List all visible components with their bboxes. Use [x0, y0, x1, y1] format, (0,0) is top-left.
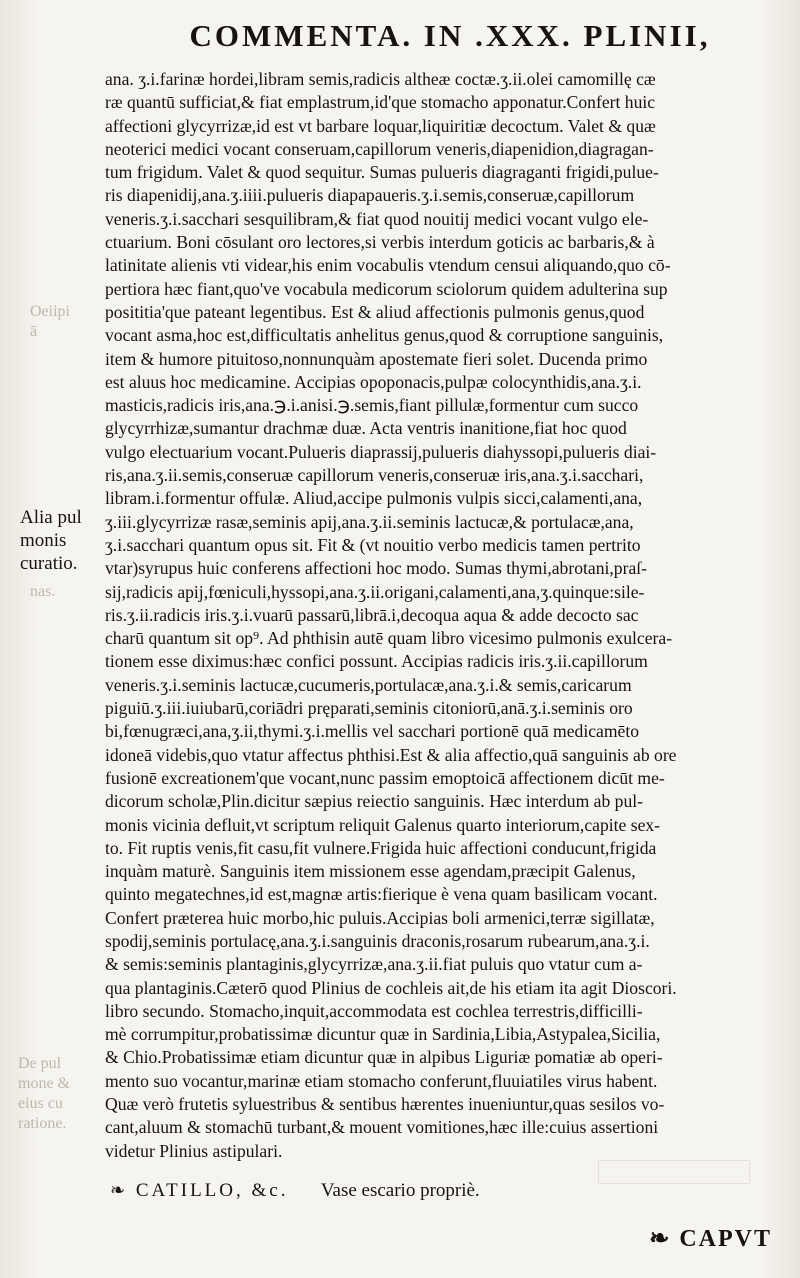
catchword-text: CAPVT: [679, 1226, 772, 1252]
text-line: veneris.ʒ.i.seminis lactucæ,cucumeris,portulacæ,ana.ʒ.i.& semis,caricarum: [105, 674, 632, 695]
margin-note-line: monis: [20, 530, 67, 551]
fleuron-icon: ❧: [110, 1180, 126, 1200]
text-line: latinitate alienis vti videar,his enim vocabulis vtendum censui aliquando,quo cō-: [105, 255, 671, 276]
bleed-through-margin: De pul mone & eius cu ratione.: [18, 1055, 70, 1132]
text-line: posititia'que pateant legentibus. Est & aliud affectionis pulmonis genus,quod: [105, 301, 645, 322]
bleed-through-margin: nas.: [30, 583, 56, 600]
text-line: libram.i.formentur offulæ. Aliud,accipe pulmonis vulpis sicci,calamenti,ana,: [105, 488, 643, 509]
margin-note: [20, 506, 102, 575]
text-line: bi,fœnugræci,ana,ʒ.ii,thymi.ʒ.i.mellis vel sacchari portionē quā medicamēto: [105, 721, 639, 742]
running-head: COMMENTA. IN .XXX. PLINII,: [189, 18, 711, 53]
text-line: item & humore pituitoso,nonnunquàm apostemate fieri solet. Ducenda primo: [105, 348, 648, 369]
text-line: to. Fit ruptis venis,fit casu,fit vulnere.Frigida huic affectioni conducunt,frigida: [105, 837, 657, 858]
text-line: neoterici medici vocant conseruam,capillorum veneris,diapenidion,diagragan-: [105, 138, 654, 159]
text-line: monis vicinia defluit,vt scriptum reliquit Galenus quarto interiorum,capite sex-: [105, 814, 661, 835]
text-line: ana. ʒ.i.farinæ hordei,libram semis,radicis altheæ coctæ.ʒ.ii.olei camomillę cæ: [105, 69, 656, 89]
text-line: tionem esse diximus:hæc confici possunt. Accipias radicis iris.ʒ.ii.capillorum: [105, 651, 648, 672]
catchword: [649, 1224, 772, 1253]
text-line: idoneā videbis,quo vtatur affectus phthisi.Est & alia affectio,quā sanguinis ab ore: [105, 744, 677, 765]
text-line: ræ quantū sufficiat,& fiat emplastrum,id'que stomacho apponatur.Confert huic: [105, 92, 656, 113]
text-line: veneris.ʒ.i.sacchari sesquilibram,& fiat quod nouitij medici vocant vulgo ele-: [105, 208, 649, 229]
margin-note-line: curatio.: [20, 553, 78, 574]
text-line: mento suo vocantur,marinæ etiam stomacho conferunt,fluuiatiles virus habent.: [105, 1070, 658, 1091]
text-line: quinto megatechnes,id est,magnæ artis:fierique è vena quam basilicam vocant.: [105, 884, 658, 905]
text-line: affectioni glycyrrizæ,id est vt barbare loquar,liquiritiæ decoctum. Valet & quæ: [105, 115, 656, 136]
text-line: spodij,seminis portulacę,ana.ʒ.i.sanguinis draconis,rosarum rubearum,ana.ʒ.i.: [105, 930, 650, 951]
text-line: ctuarium. Boni cōsulant oro lectores,si verbis interdum goticis ac barbaris,& à: [105, 232, 655, 253]
text-line: sij,radicis apij,fœniculi,hyssopi,ana.ʒ.ii.origani,calamenti,ana,ʒ.quinque:sile-: [105, 581, 645, 602]
text-line: vulgo electuarium vocant.Pulueris diaprassij,pulueris diahyssopi,pulueris diai-: [105, 441, 657, 462]
text-line: Confert præterea huic morbo,hic puluis.Accipias boli armenici,terræ sigillatæ,: [105, 907, 655, 928]
text-line: & Chio.Probatissimæ etiam dicuntur quæ in alpibus Liguriæ pomatiæ ab operi-: [105, 1047, 663, 1068]
text-line: libro secundo. Stomacho,inquit,accommodata est cochlea terrestris,difficilli-: [105, 1000, 643, 1021]
text-line: masticis,radicis iris,ana.℈.i.anisi.℈.semis,fiant pillulæ,formentur cum succo: [105, 395, 639, 416]
fleuron-icon: ❧: [649, 1226, 672, 1252]
text-line: cant,aluum & stomachū turbant,& mouent vomitiones,hæc ille:cuius assertioni: [105, 1117, 659, 1138]
footer-line: [110, 1180, 770, 1208]
text-line: piguiū.ʒ.iii.iuiubarū,coriādri pręparati,seminis citoniorū,anā.ʒ.i.seminis oro: [105, 698, 633, 719]
text-line: ris,ana.ʒ.ii.semis,conseruæ capillorum veneris,conseruæ iris,ana.ʒ.i.sacchari,: [105, 465, 644, 486]
text-line: ʒ.i.sacchari quantum opus sit. Fit & (vt nouitio verbo medicis tamen pertrito: [105, 534, 641, 555]
text-line: est aluus hoc medicamine. Accipias opoponacis,pulpæ colocynthidis,ana.ʒ.i.: [105, 371, 642, 392]
text-line: qua plantaginis.Cæterō quod Plinius de cochleis ait,de his etiam ita agit Dioscori.: [105, 977, 677, 998]
text-line: & semis:seminis plantaginis,glycyrrizæ,ana.ʒ.ii.fiat puluis quo vtatur cum a-: [105, 954, 643, 975]
text-line: charū quantum sit op⁹. Ad phthisin autē quam libro vicesimo pulmonis exulcera-: [105, 628, 673, 649]
text-line: videtur Plinius astipulari.: [105, 1140, 283, 1161]
text-line: Quæ verò frutetis syluestribus & sentibus hærentes inueniuntur,quas sesilos vo-: [105, 1094, 665, 1115]
text-line: vtar)syrupus huic conferens affectioni hoc modo. Sumas thymi,abrotani,praſ-: [105, 558, 648, 579]
main-text-block: [105, 68, 772, 1163]
text-line: pertiora hæc fiant,quo've vocabula medicorum sciolorum quidem adulterina sup: [105, 278, 668, 299]
text-line: dicorum scholæ,Plin.dicitur sæpius reiectio sanguinis. Hæc interdum ab pul-: [105, 791, 644, 812]
text-line: ris diapenidij,ana.ʒ.iiii.pulueris diapapaueris.ʒ.i.semis,conseruæ,capillorum: [105, 185, 635, 206]
text-line: tum frigidum. Valet & quod sequitur. Sumas pulueris diagraganti frigidi,pulue-: [105, 162, 659, 183]
text-line: vocant asma,hoc est,difficultatis anhelitus genus,quod & corruptione sanguinis,: [105, 325, 664, 346]
text-line: ris.ʒ.ii.radicis iris.ʒ.i.vuarū passarū,librā.i,decoqua aqua & adde decocto sac: [105, 604, 639, 625]
vase-escario-text: Vase escario propriè.: [320, 1180, 480, 1201]
margin-note-line: Alia pul: [20, 507, 82, 528]
text-line: glycyrrhizæ,sumantur drachmæ duæ. Acta ventris inanitione,fiat hoc quod: [105, 418, 627, 439]
text-line: inquàm maturè. Sanguinis item missionem esse agendam,præcipit Galenus,: [105, 861, 636, 882]
text-line: ʒ.iii.glycyrrizæ rasæ,seminis apij,ana.ʒ.ii.seminis lactucæ,& portulacæ,ana,: [105, 511, 634, 532]
text-line: mè corrumpitur,probatissimæ dicuntur quæ in Sardinia,Libia,Astypalea,Sicilia,: [105, 1024, 661, 1045]
catillo-heading: CATILLO, &c.: [135, 1180, 289, 1201]
bleed-through-margin: Oeiipi ā: [30, 303, 70, 340]
text-line: fusionē excreationem'que vocant,nunc passim emoptoicā affectionem dicūt me-: [105, 767, 665, 788]
